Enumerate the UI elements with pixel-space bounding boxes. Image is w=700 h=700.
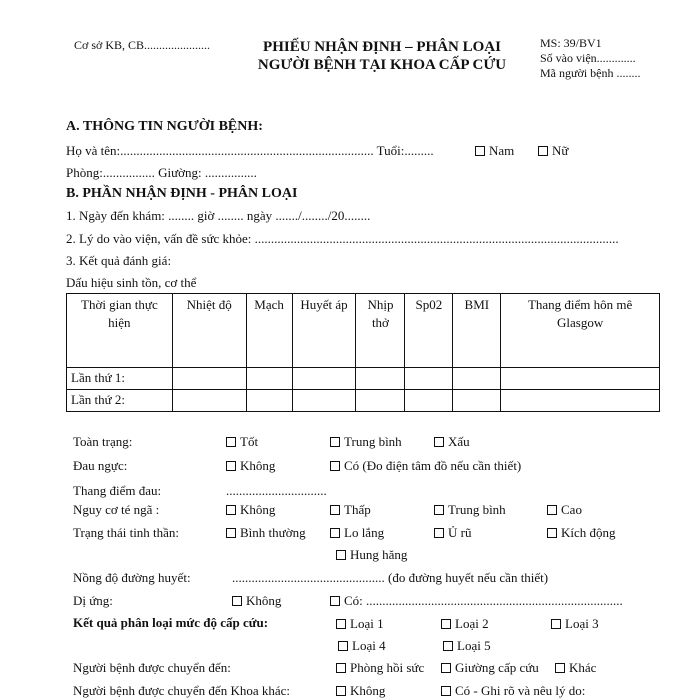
vitals-label: Dấu hiệu sinh tồn, cơ thể	[66, 275, 197, 290]
triage-level-option[interactable]: Loại 2	[441, 616, 489, 632]
checkbox-icon[interactable]	[330, 528, 340, 538]
table-row	[67, 368, 660, 390]
general-state-label: Toàn trạng:	[73, 434, 133, 449]
transfer-destination-option[interactable]: Khác	[555, 660, 596, 676]
general-state-option[interactable]: Trung bình	[330, 434, 402, 450]
column-header-respiration: Nhịp thở	[356, 294, 405, 368]
table-cell[interactable]	[246, 368, 292, 390]
checkbox-icon[interactable]	[434, 437, 444, 447]
admission-reason-line[interactable]: 2. Lý do vào viện, vấn đề sức khỏe: ................................................................................................................	[66, 231, 619, 246]
triage-level-option[interactable]: Loại 1	[336, 616, 384, 632]
checkbox-icon[interactable]	[551, 619, 561, 629]
form-title-line2: NGƯỜI BỆNH TẠI KHOA CẤP CỨU	[257, 57, 507, 73]
checkbox-icon[interactable]	[547, 505, 557, 515]
vitals-header-row	[67, 294, 660, 368]
column-header-temperature: Nhiệt độ	[172, 294, 246, 368]
section-a-title: A. THÔNG TIN NGƯỜI BỆNH:	[66, 119, 263, 134]
table-cell[interactable]	[453, 390, 501, 412]
pain-scale-field[interactable]: ...............................	[226, 483, 327, 498]
table-row	[67, 390, 660, 412]
patient-name-age-line[interactable]: Họ và tên:.............................................................................. Tuổi:.........	[66, 143, 434, 158]
transfer-department-option[interactable]: Không	[336, 683, 385, 699]
fall-risk-option[interactable]: Trung bình	[434, 502, 506, 518]
transfer-destination-option[interactable]: Phòng hồi sức	[336, 660, 424, 676]
gender-male-option[interactable]: Nam	[475, 143, 514, 159]
checkbox-icon[interactable]	[434, 528, 444, 538]
fall-risk-option[interactable]: Thấp	[330, 502, 371, 518]
checkbox-icon[interactable]	[330, 461, 340, 471]
room-bed-line[interactable]: Phòng:................ Giường: ................	[66, 165, 257, 180]
table-cell[interactable]	[405, 390, 453, 412]
table-cell[interactable]	[501, 368, 660, 390]
checkbox-icon[interactable]	[475, 146, 485, 156]
checkbox-icon[interactable]	[336, 550, 346, 560]
transfer-destination-option[interactable]: Giường cấp cứu	[441, 660, 539, 676]
triage-level-option[interactable]: Loại 5	[443, 638, 491, 654]
column-header-blood-pressure: Huyết áp	[292, 294, 356, 368]
form-title-line1: PHIẾU NHẬN ĐỊNH – PHÂN LOẠI	[263, 39, 501, 55]
checkbox-icon[interactable]	[336, 619, 346, 629]
table-cell[interactable]	[501, 390, 660, 412]
checkbox-icon[interactable]	[336, 663, 346, 673]
checkbox-icon[interactable]	[232, 596, 242, 606]
triage-level-option[interactable]: Loại 3	[551, 616, 599, 632]
checkbox-icon[interactable]	[330, 437, 340, 447]
fall-risk-label: Nguy cơ té ngã :	[73, 502, 160, 517]
mental-state-option[interactable]: Kích động	[547, 525, 616, 541]
chest-pain-option[interactable]: Có (Đo điện tâm đồ nếu cần thiết)	[330, 458, 521, 474]
checkbox-icon[interactable]	[538, 146, 548, 156]
admission-number-field[interactable]: Số vào viện.............	[540, 51, 636, 65]
mental-state-label: Trạng thái tinh thần:	[73, 525, 180, 540]
checkbox-icon[interactable]	[441, 663, 451, 673]
mental-state-option[interactable]: Hung hăng	[336, 547, 407, 563]
chest-pain-option[interactable]: Không	[226, 458, 275, 474]
table-cell[interactable]	[172, 390, 246, 412]
facility-field: Cơ sở KB, CB......................	[74, 38, 211, 52]
column-header-pulse: Mạch	[246, 294, 292, 368]
allergy-option[interactable]: Có: ...............................................................................	[330, 593, 623, 609]
form-code: MS: 39/BV1	[540, 36, 602, 50]
mental-state-option[interactable]: Ủ rũ	[434, 525, 471, 541]
row-label: Lần thứ 2:	[67, 390, 173, 412]
blood-glucose-label: Nồng độ đường huyết:	[73, 570, 191, 585]
table-cell[interactable]	[292, 368, 356, 390]
transfer-destination-label: Người bệnh được chuyển đến:	[73, 660, 231, 675]
table-cell[interactable]	[292, 390, 356, 412]
row-label: Lần thứ 1:	[67, 368, 173, 390]
gender-female-option[interactable]: Nữ	[538, 143, 568, 159]
checkbox-icon[interactable]	[330, 505, 340, 515]
blood-glucose-field[interactable]: ............................................... (đo đường huyết nếu cần thiết)	[232, 570, 549, 585]
table-cell[interactable]	[453, 368, 501, 390]
table-cell[interactable]	[356, 390, 405, 412]
arrival-date-line[interactable]: 1. Ngày đến khám: ........ giờ ........ ngày ......./......../20........	[66, 208, 371, 223]
checkbox-icon[interactable]	[338, 641, 348, 651]
section-b-title: B. PHẦN NHẬN ĐỊNH - PHÂN LOẠI	[66, 186, 298, 201]
general-state-option[interactable]: Tốt	[226, 434, 258, 450]
allergy-label: Dị ứng:	[73, 593, 113, 608]
checkbox-icon[interactable]	[330, 596, 340, 606]
checkbox-icon[interactable]	[226, 437, 236, 447]
triage-result-label: Kết quả phân loại mức độ cấp cứu:	[73, 615, 269, 630]
column-header-glasgow: Thang điểm hôn mê Glasgow	[501, 294, 660, 368]
allergy-option[interactable]: Không	[232, 593, 281, 609]
chest-pain-label: Đau ngực:	[73, 458, 128, 473]
patient-code-field[interactable]: Mã người bệnh ........	[540, 66, 641, 80]
checkbox-icon[interactable]	[441, 686, 451, 696]
checkbox-icon[interactable]	[555, 663, 565, 673]
table-cell[interactable]	[405, 368, 453, 390]
mental-state-option[interactable]: Bình thường	[226, 525, 306, 541]
general-state-option[interactable]: Xấu	[434, 434, 470, 450]
fall-risk-option[interactable]: Không	[226, 502, 275, 518]
checkbox-icon[interactable]	[336, 686, 346, 696]
checkbox-icon[interactable]	[226, 528, 236, 538]
checkbox-icon[interactable]	[441, 619, 451, 629]
column-header-bmi: BMI	[453, 294, 501, 368]
column-header-time: Thời gian thực hiện	[67, 294, 173, 368]
table-cell[interactable]	[356, 368, 405, 390]
checkbox-icon[interactable]	[434, 505, 444, 515]
assessment-result-label: 3. Kết quả đánh giá:	[66, 253, 172, 268]
triage-level-option[interactable]: Loại 4	[338, 638, 386, 654]
vitals-table	[66, 293, 660, 412]
pain-scale-label: Thang điểm đau:	[73, 483, 162, 498]
column-header-spo2: Sp02	[405, 294, 453, 368]
mental-state-option[interactable]: Lo lắng	[330, 525, 384, 541]
checkbox-icon[interactable]	[226, 461, 236, 471]
checkbox-icon[interactable]	[226, 505, 236, 515]
table-cell[interactable]	[172, 368, 246, 390]
fall-risk-option[interactable]: Cao	[547, 502, 582, 518]
table-cell[interactable]	[246, 390, 292, 412]
transfer-department-option[interactable]: Có - Ghi rõ và nêu lý do:	[441, 683, 585, 699]
checkbox-icon[interactable]	[547, 528, 557, 538]
checkbox-icon[interactable]	[443, 641, 453, 651]
transfer-department-label: Người bệnh được chuyển đến Khoa khác:	[73, 683, 291, 698]
